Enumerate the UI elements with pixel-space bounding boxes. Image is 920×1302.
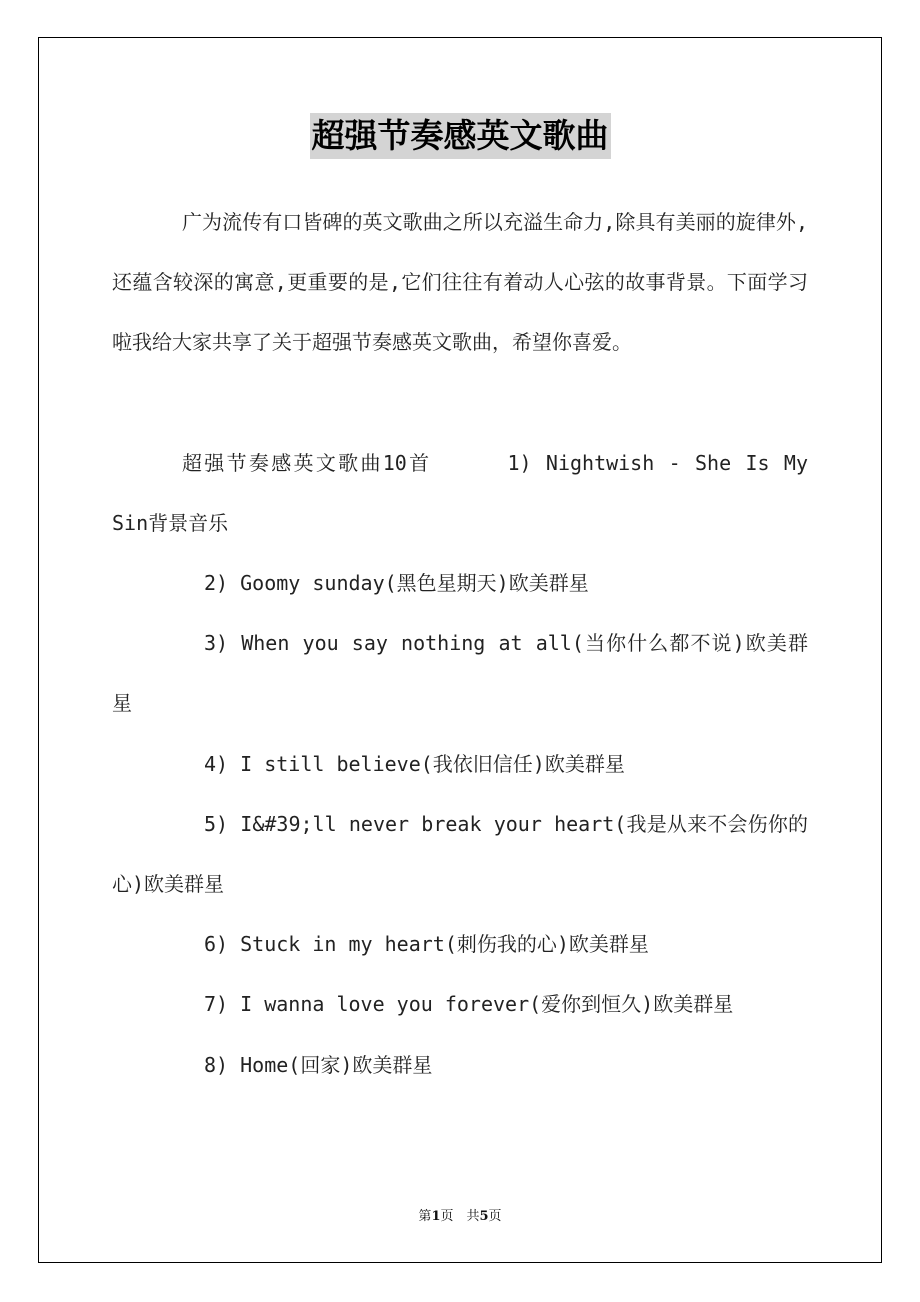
song-item-2: 2) Goomy sunday(黑色星期天)欧美群星 bbox=[204, 571, 589, 596]
song-item-4: 4) I still believe(我依旧信任)欧美群星 bbox=[204, 751, 625, 776]
paragraph-gap bbox=[112, 373, 808, 433]
document-body bbox=[112, 192, 808, 1095]
song-item-7: 7) I wanna love you forever(爱你到恒久)欧美群星 bbox=[204, 992, 734, 1017]
footer-prefix: 第 bbox=[418, 1209, 432, 1224]
song-item-1: 1) Nightwish - She Is My Sin背景音乐 bbox=[112, 450, 808, 535]
footer-middle: 页 共 bbox=[440, 1209, 480, 1224]
section-heading: 超强节奏感英文歌曲10首 bbox=[182, 450, 432, 475]
song-item-6: 6) Stuck in my heart(刺伤我的心)欧美群星 bbox=[204, 932, 649, 957]
intro-paragraph: 广为流传有口皆碑的英文歌曲之所以充溢生命力,除具有美丽的旋律外,还蕴含较深的寓意,更重要的是,它们往往有着动人心弦的故事背景。下面学习啦我给大家共享了关于超强节奏感英文歌曲，希望你喜爱。 bbox=[112, 210, 808, 355]
footer-page-number: 1 bbox=[431, 1209, 441, 1224]
footer-total-pages: 5 bbox=[479, 1209, 489, 1224]
song-item-8: 8) Home(回家)欧美群星 bbox=[204, 1052, 433, 1077]
song-list-heading-paragraph bbox=[112, 433, 808, 553]
song-item-3: 3) When you say nothing at all(当你什么都不说)欧美群星 bbox=[112, 631, 808, 716]
title-container bbox=[0, 113, 920, 159]
footer-suffix: 页 bbox=[488, 1209, 502, 1224]
page-footer bbox=[0, 1205, 920, 1224]
song-item-5: 5) I&#39;ll never break your heart(我是从来不会伤你的心)欧美群星 bbox=[112, 811, 808, 897]
document-title: 超强节奏感英文歌曲 bbox=[310, 113, 611, 159]
